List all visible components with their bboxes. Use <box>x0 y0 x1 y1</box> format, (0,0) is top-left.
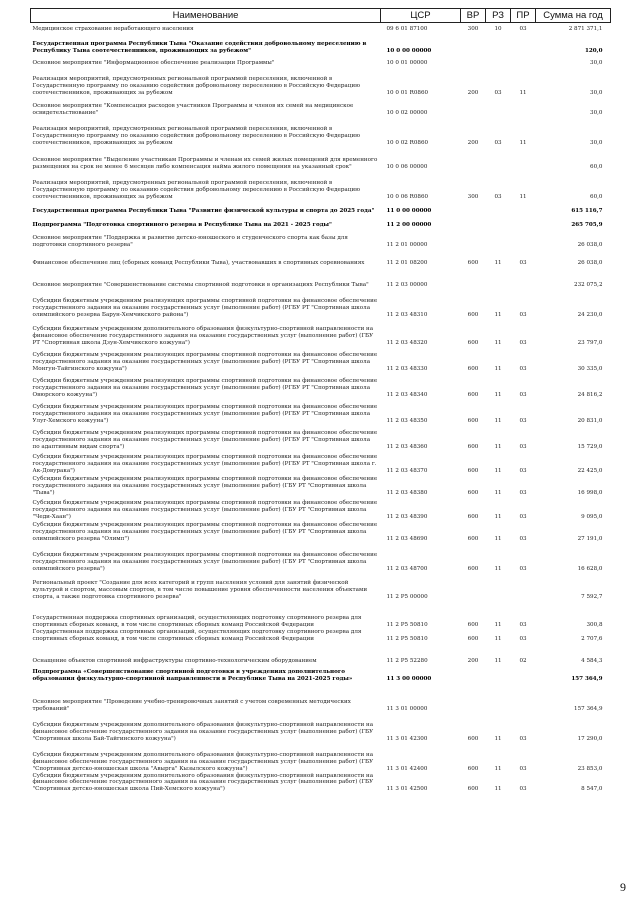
cell-sum: 30,0 <box>590 139 603 146</box>
cell-pr: 03 <box>519 765 527 772</box>
cell-vr: 600 <box>467 339 479 346</box>
cell-csr: 11 2 03 00000 <box>386 281 428 288</box>
cell-vr: 300 <box>467 193 479 200</box>
cell-name: Субсидии бюджетным учреждениям реализующих программы спортивной подготовки на финансовое обеспечение государственного задания на оказание государственных услуг (выполнение работ) (РГБУ РТ "Спортивная школа г. Ак-Довурака") <box>32 454 378 474</box>
table-row <box>31 773 611 793</box>
cell-pr: 03 <box>519 339 527 346</box>
cell-rz <box>486 573 511 601</box>
cell-vr: 600 <box>467 467 479 474</box>
cell-name: Подпрограмма "Подготовка спортивного резерва в Республике Тыва на 2021 - 2025 годы" <box>32 221 332 228</box>
cell-name: Медицинское страхование неработающего населения <box>32 25 194 32</box>
cell-vr: 600 <box>467 417 479 424</box>
cell-name: Реализация мероприятий, предусмотренных региональной программой переселения, включенной в Государственную программу по оказанию содействия добровольному переселению в Российскую Федерацию соотечественников, проживающих за рубежом <box>32 126 360 146</box>
budget-table-sheet <box>30 8 610 793</box>
cell-pr <box>511 201 536 215</box>
cell-name: Субсидии бюджетным учреждениям дополнительного образования физкультурно-спортивной направленности на финансовое обеспечение государственного задания на оказание государственных услуг (выполнение работ) (ГБУ "Спортивная школа Бай-Тайгинского кожууна") <box>32 722 374 742</box>
cell-vr <box>461 33 486 55</box>
cell-sum: 30 335,0 <box>577 365 603 372</box>
cell-rz: 11 <box>494 657 502 664</box>
cell-name: Государственная программа Республики Тыва "Развитие физической культуры и спорта до 2025 года" <box>32 207 375 214</box>
cell-vr: 600 <box>467 786 479 793</box>
cell-vr: 300 <box>467 25 479 32</box>
table-row <box>31 683 611 713</box>
cell-pr: 03 <box>519 565 527 572</box>
cell-name: Основное мероприятие "Совершенствование системы спортивной подготовки в организациях Республики Тыва" <box>32 281 369 288</box>
cell-csr: 11 2 03 48380 <box>386 489 428 496</box>
cell-rz: 11 <box>494 443 502 450</box>
cell-csr: 11 2 03 48340 <box>386 391 428 398</box>
cell-name: Субсидии бюджетным учреждениям реализующих программы спортивной подготовки на финансовое обеспечение государственного задания на оказание государственных услуг (выполнение работ) (РГБУ РТ "Спортивная школа олимпийского резерва Барун-Хемчикского района") <box>32 298 378 318</box>
header-name: Наименование <box>31 9 381 23</box>
cell-pr: 11 <box>519 139 527 146</box>
cell-csr: 10 0 01 00000 <box>386 59 428 66</box>
cell-vr <box>461 215 486 229</box>
cell-sum: 120,0 <box>584 47 603 54</box>
cell-name: Финансовое обеспечение лиц (сборных команд Республики Тыва), участвовавших в спортивных соревнованиях <box>32 259 365 266</box>
cell-pr: 03 <box>519 513 527 520</box>
cell-rz: 11 <box>494 259 502 266</box>
cell-pr: 03 <box>519 25 527 32</box>
cell-sum: 300,8 <box>586 621 603 628</box>
cell-csr: 11 2 00 00000 <box>386 221 432 228</box>
cell-sum: 60,0 <box>590 193 603 200</box>
cell-vr: 600 <box>467 391 479 398</box>
cell-csr: 10 0 01 R0860 <box>386 89 429 96</box>
cell-csr: 11 2 P5 50810 <box>386 635 428 642</box>
cell-rz: 11 <box>494 391 502 398</box>
cell-name: Субсидии бюджетным учреждениям дополнительного образования физкультурно-спортивной направленности на финансовое обеспечение государственного задания на оказание государственных услуг (выполнение работ) (ГБУ "Спортивная детско-юношеская школа Пий-Хемского кожууна") <box>32 772 374 793</box>
table-row <box>31 319 611 347</box>
cell-rz <box>486 33 511 55</box>
cell-rz <box>486 267 511 289</box>
cell-sum: 7 592,7 <box>581 593 603 600</box>
cell-vr: 600 <box>467 365 479 372</box>
cell-vr: 600 <box>467 635 479 642</box>
cell-pr: 11 <box>519 89 527 96</box>
cell-pr <box>511 229 536 249</box>
table-row <box>31 451 611 475</box>
cell-name: Субсидии бюджетным учреждениям дополнительного образования физкультурно-спортивной направленности на финансовое обеспечение государственного задания на оказание государственных услуг (выполнение работ) (ГБУ "Спортивная детско-юношеская школа "Авырга" Кызылского кожууна") <box>32 752 374 772</box>
table-row <box>31 117 611 147</box>
cell-vr: 600 <box>467 621 479 628</box>
cell-name: Основное мероприятие "Компенсация расходов участников Программы и членов их семей на медицинское освидетельствование" <box>32 102 354 116</box>
cell-pr: 03 <box>519 467 527 474</box>
cell-pr: 02 <box>519 657 527 664</box>
cell-pr: 03 <box>519 621 527 628</box>
cell-rz: 11 <box>494 535 502 542</box>
cell-rz: 11 <box>494 565 502 572</box>
table-row <box>31 347 611 373</box>
cell-csr: 10 0 06 R0860 <box>386 193 429 200</box>
cell-pr: 03 <box>519 489 527 496</box>
cell-pr <box>511 215 536 229</box>
cell-name: Субсидии бюджетным учреждениям реализующих программы спортивной подготовки на финансовое обеспечение государственного задания на оказание государственных услуг (выполнение работ) (ГБУ РТ "Спортивная школа "Тыва") <box>32 476 378 496</box>
cell-vr: 600 <box>467 443 479 450</box>
cell-pr: 03 <box>519 443 527 450</box>
cell-vr <box>461 267 486 289</box>
table-row <box>31 33 611 55</box>
cell-rz: 03 <box>494 139 502 146</box>
table-row <box>31 601 611 629</box>
cell-rz <box>486 201 511 215</box>
cell-rz: 11 <box>494 735 502 742</box>
cell-rz: 11 <box>494 621 502 628</box>
cell-pr <box>511 147 536 171</box>
cell-name: Государственная программа Республики Тыва "Оказание содействия добровольному переселению в Республику Тыва соотечественников, проживающих за рубежом" <box>32 40 367 54</box>
table-row <box>31 67 611 97</box>
cell-rz <box>486 665 511 683</box>
cell-csr: 11 2 03 48700 <box>386 565 428 572</box>
cell-pr <box>511 33 536 55</box>
table-row <box>31 55 611 67</box>
cell-vr: 600 <box>467 535 479 542</box>
table-row <box>31 475 611 497</box>
table-row <box>31 289 611 319</box>
cell-csr: 10 0 02 R0860 <box>386 139 429 146</box>
cell-sum: 9 095,0 <box>581 513 603 520</box>
cell-rz: 10 <box>494 25 502 32</box>
cell-sum: 30,0 <box>590 89 603 96</box>
cell-pr: 03 <box>519 417 527 424</box>
cell-rz <box>486 683 511 713</box>
cell-vr <box>461 97 486 117</box>
cell-sum: 17 290,0 <box>577 735 603 742</box>
table-row <box>31 147 611 171</box>
cell-rz: 11 <box>494 467 502 474</box>
cell-sum: 30,0 <box>590 109 603 116</box>
cell-csr: 11 3 00 00000 <box>386 675 432 682</box>
cell-name: Реализация мероприятий, предусмотренных региональной программой переселения, включенной в Государственную программу по оказанию содействия добровольному переселению в Российскую Федерацию соотечественников, проживающих за рубежом <box>32 180 360 200</box>
cell-csr: 10 0 06 00000 <box>386 163 428 170</box>
table-row <box>31 497 611 521</box>
cell-csr: 11 2 P5 00000 <box>386 593 428 600</box>
cell-sum: 2 707,6 <box>581 635 603 642</box>
cell-sum: 4 584,3 <box>581 657 603 664</box>
table-row <box>31 373 611 399</box>
header-rz: РЗ <box>486 9 511 23</box>
cell-rz <box>486 97 511 117</box>
cell-sum: 24 816,2 <box>577 391 603 398</box>
table-row <box>31 629 611 643</box>
cell-rz <box>486 229 511 249</box>
table-row <box>31 215 611 229</box>
cell-csr: 11 2 03 48330 <box>386 365 428 372</box>
table-row <box>31 171 611 201</box>
cell-sum: 27 191,0 <box>577 535 603 542</box>
cell-name: Оснащение объектов спортивной инфраструктуры спортивно-технологическим оборудованием <box>32 657 317 664</box>
cell-vr <box>461 683 486 713</box>
header-sum: Сумма на год <box>536 9 611 23</box>
cell-pr <box>511 683 536 713</box>
cell-name: Основное мероприятие "Информационное обеспечение реализации Программы" <box>32 59 275 66</box>
cell-rz: 03 <box>494 193 502 200</box>
cell-csr: 10 0 00 00000 <box>386 47 432 54</box>
cell-vr: 200 <box>467 89 479 96</box>
cell-csr: 11 2 03 48320 <box>386 339 428 346</box>
cell-sum: 22 425,0 <box>577 467 603 474</box>
cell-vr <box>461 201 486 215</box>
cell-rz: 11 <box>494 311 502 318</box>
cell-csr: 11 2 03 48350 <box>386 417 428 424</box>
cell-rz: 11 <box>494 786 502 793</box>
cell-csr: 11 3 01 42500 <box>386 786 428 793</box>
cell-pr: 03 <box>519 365 527 372</box>
cell-sum: 15 729,0 <box>577 443 603 450</box>
cell-csr: 11 2 03 48690 <box>386 535 428 542</box>
table-row <box>31 665 611 683</box>
table-row <box>31 643 611 665</box>
cell-csr: 11 2 01 00000 <box>386 241 428 248</box>
cell-sum: 157 364,9 <box>574 705 603 712</box>
cell-csr: 11 2 03 48390 <box>386 513 428 520</box>
cell-vr <box>461 573 486 601</box>
table-row <box>31 229 611 249</box>
cell-pr <box>511 267 536 289</box>
cell-pr: 03 <box>519 311 527 318</box>
cell-name: Основное мероприятие "Выделение участникам Программы и членам их семей жилых помещений для временного размещения на срок не менее 6 месяцев либо компенсация найма жилого помещения на указанный срок" <box>32 156 378 170</box>
table-row <box>31 521 611 543</box>
cell-sum: 26 038,0 <box>577 259 603 266</box>
cell-vr: 600 <box>467 311 479 318</box>
cell-name: Субсидии бюджетным учреждениям реализующих программы спортивной подготовки на финансовое обеспечение государственного задания на оказание государственных услуг (выполнение работ) (РГБУ РТ "Спортивная школа Монгун-Тайгинского кожууна") <box>32 352 378 372</box>
cell-vr: 600 <box>467 765 479 772</box>
cell-pr: 03 <box>519 259 527 266</box>
cell-rz: 11 <box>494 635 502 642</box>
cell-pr <box>511 665 536 683</box>
table-row <box>31 23 611 33</box>
header-pr: ПР <box>511 9 536 23</box>
cell-csr: 11 2 P5 52280 <box>386 657 428 664</box>
cell-csr: 11 2 03 48370 <box>386 467 428 474</box>
cell-pr: 03 <box>519 786 527 793</box>
cell-vr: 200 <box>467 657 479 664</box>
cell-rz: 11 <box>494 365 502 372</box>
cell-sum: 23 853,0 <box>577 765 603 772</box>
cell-sum: 20 831,0 <box>577 417 603 424</box>
cell-sum: 24 230,0 <box>577 311 603 318</box>
cell-sum: 23 797,0 <box>577 339 603 346</box>
cell-name: Субсидии бюджетным учреждениям реализующих программы спортивной подготовки на финансовое обеспечение государственного задания на оказание государственных услуг (выполнение работ) (РГБУ РТ "Спортивная школа Овюрского кожууна") <box>32 378 378 398</box>
cell-pr: 03 <box>519 735 527 742</box>
table-row <box>31 573 611 601</box>
cell-csr: 11 2 03 48360 <box>386 443 428 450</box>
cell-csr: 11 2 03 48310 <box>386 311 428 318</box>
cell-name: Субсидии бюджетным учреждениям реализующих программы спортивной подготовки на финансовое обеспечение государственного задания на оказание государственных услуг (выполнение работ) (РГБУ РТ "Спортивная школа по адаптивным видам спорта") <box>32 430 378 450</box>
cell-vr: 600 <box>467 735 479 742</box>
table-row <box>31 399 611 425</box>
cell-pr: 03 <box>519 635 527 642</box>
cell-vr: 600 <box>467 513 479 520</box>
table-row <box>31 425 611 451</box>
cell-pr <box>511 573 536 601</box>
cell-rz <box>486 147 511 171</box>
cell-vr <box>461 147 486 171</box>
table-header-row <box>31 9 611 23</box>
cell-vr <box>461 229 486 249</box>
cell-sum: 60,0 <box>590 163 603 170</box>
cell-pr <box>511 97 536 117</box>
budget-table <box>30 8 611 793</box>
table-row <box>31 201 611 215</box>
cell-sum: 615 116,7 <box>571 207 603 214</box>
cell-sum: 16 998,0 <box>577 489 603 496</box>
cell-pr: 11 <box>519 193 527 200</box>
cell-sum: 30,0 <box>590 59 603 66</box>
cell-name: Субсидии бюджетным учреждениям реализующих программы спортивной подготовки на финансовое обеспечение государственного задания на оказание государственных услуг (выполнение работ) (РГБУ РТ "Спортивная школа Улуг-Хемского кожууна") <box>32 404 378 424</box>
page-number: 9 <box>620 880 626 894</box>
cell-vr: 600 <box>467 259 479 266</box>
cell-vr <box>461 55 486 67</box>
cell-name: Субсидии бюджетным учреждениям реализующих программы спортивной подготовки на финансовое обеспечение государственного задания на оказание государственных услуг (выполнение работ) (ГБУ РТ "Спортивная школа олимпийского резерва") <box>32 552 378 572</box>
cell-name: Субсидии бюджетным учреждениям реализующих программы спортивной подготовки на финансовое обеспечение государственного задания на оказание государственных услуг (выполнение работ) (ГБУ РТ "Спортивная школа "Чеди-Хаан") <box>32 500 378 520</box>
cell-rz <box>486 215 511 229</box>
cell-rz: 11 <box>494 339 502 346</box>
cell-csr: 11 2 01 08200 <box>386 259 428 266</box>
table-row <box>31 743 611 773</box>
cell-name: Государственная поддержка спортивных организаций, осуществляющих подготовку спортивного резерва для спортивных сборных команд, в том числе спортивных сборных команд Российской Федерации <box>32 628 362 642</box>
cell-sum: 2 871 371,1 <box>568 25 603 32</box>
cell-vr: 600 <box>467 489 479 496</box>
cell-pr <box>511 55 536 67</box>
cell-vr: 200 <box>467 139 479 146</box>
table-row <box>31 249 611 267</box>
cell-name: Основное мероприятие "Поддержка и развитие детско-юношеского и студенческого спорта как базы для подготовки спортивного резерва" <box>32 234 348 248</box>
cell-rz: 11 <box>494 417 502 424</box>
cell-pr: 03 <box>519 535 527 542</box>
cell-name: Субсидии бюджетным учреждениям реализующих программы спортивной подготовки на финансовое обеспечение государственного задания на оказание государственных услуг (выполнение работ) (ГБУ РТ "Спортивная школа олимпийского резерва "Олимп") <box>32 522 378 542</box>
cell-rz <box>486 55 511 67</box>
header-csr: ЦСР <box>381 9 461 23</box>
cell-vr: 600 <box>467 565 479 572</box>
cell-csr: 11 0 00 00000 <box>386 207 432 214</box>
table-row <box>31 713 611 743</box>
table-row <box>31 97 611 117</box>
cell-sum: 265 705,9 <box>571 221 603 228</box>
cell-csr: 10 0 02 00000 <box>386 109 428 116</box>
cell-name: Государственная поддержка спортивных организаций, осуществляющих подготовку спортивного резерва для спортивных сборных команд, в том числе спортивных сборных команд Российской Федерации <box>32 614 362 628</box>
cell-rz: 11 <box>494 765 502 772</box>
cell-sum: 232 075,2 <box>574 281 603 288</box>
header-vr: ВР <box>461 9 486 23</box>
cell-sum: 26 038,0 <box>577 241 603 248</box>
cell-sum: 157 364,9 <box>571 675 603 682</box>
cell-rz: 11 <box>494 489 502 496</box>
cell-rz: 11 <box>494 513 502 520</box>
cell-sum: 16 628,0 <box>577 565 603 572</box>
cell-name: Региональный проект "Создание для всех категорий и групп населения условий для занятий физической культурой и спортом, массовым спортом, в том числе повышение уровня обеспеченности населения объектами спорта, а также подготовка спортивного резерва" <box>32 580 368 600</box>
cell-csr: 11 3 01 42300 <box>386 735 428 742</box>
cell-name: Реализация мероприятий, предусмотренных региональной программой переселения, включенной в Государственную программу по оказанию содействия добровольному переселению в Российскую Федерацию соотечественников, проживающих за рубежом <box>32 76 360 96</box>
cell-csr: 11 3 01 42400 <box>386 765 428 772</box>
cell-pr: 03 <box>519 391 527 398</box>
cell-name: Основное мероприятие "Проведение учебно-тренировочных занятий с учетом современных методических требований" <box>32 698 351 712</box>
cell-sum: 8 547,0 <box>581 786 603 793</box>
table-row <box>31 543 611 573</box>
table-row <box>31 267 611 289</box>
cell-name: Субсидии бюджетным учреждениям дополнительного образования физкультурно-спортивной направленности на финансовое обеспечение государственного задания на оказание государственных услуг (выполнение работ) (ГБУ РТ "Спортивная школа Дзун-Хемчикского кожууна") <box>32 326 374 346</box>
cell-csr: 11 3 01 00000 <box>386 705 428 712</box>
cell-csr: 09 6 01 87100 <box>386 25 428 32</box>
cell-csr: 11 2 P5 50810 <box>386 621 428 628</box>
cell-name: Подпрограмма «Совершенствование спортивной подготовки в учреждениях дополнительного образования физкультурно-спортивной направленности в Республике Тыва на 2021-2025 годы» <box>32 668 353 682</box>
cell-vr <box>461 665 486 683</box>
cell-rz: 03 <box>494 89 502 96</box>
